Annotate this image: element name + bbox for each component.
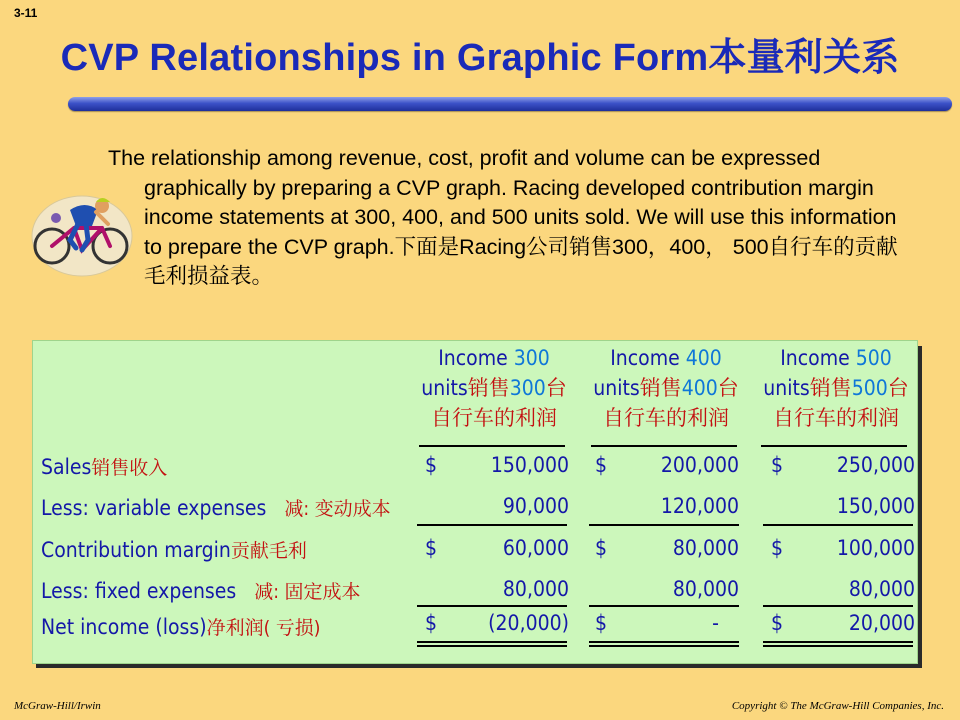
row-label-fixed-expenses: Less: fixed expenses 减: 固定成本 [41,579,361,603]
table-cell: $ 20,000 [771,611,915,635]
table-cell: 120,000 [660,494,739,518]
slide-number: 3-11 [14,6,38,20]
subtotal-rule [763,605,913,607]
header-underline [761,445,907,447]
subtotal-rule [417,605,567,607]
subtotal-rule [763,524,913,526]
column-header-500: Income 500 units销售500台 自行车的利润 [763,346,909,430]
table-cell: $ 200,000 [595,453,739,477]
row-label-contribution-margin: Contribution margin贡献毛利 [41,538,307,562]
table-cell: 150,000 [836,494,915,518]
footer-copyright: Copyright © The McGraw-Hill Companies, Inc. [731,700,944,712]
footer-publisher: McGraw-Hill/Irwin [14,700,101,712]
table-cell: 80,000 [502,577,569,601]
income-statement-panel [32,340,918,664]
slide-title: CVP Relationships in Graphic Form本量利关系 [60,37,900,79]
table-cell: $ 60,000 [425,536,569,560]
table-cell: $ 100,000 [771,536,915,560]
table-cell: $ - [595,611,719,635]
table-cell: 80,000 [672,577,739,601]
subtotal-rule [417,524,567,526]
table-cell: 80,000 [848,577,915,601]
column-header-300: Income 300 units销售300台 自行车的利润 [421,346,567,430]
table-cell: $ 80,000 [595,536,739,560]
header-underline [419,445,565,447]
total-double-rule [763,641,913,647]
body-paragraph: The relationship among revenue, cost, profit and volume can be expressed graphically by preparing a CVP graph. Racing developed contribution margin income statements at 300, 400, and 500 units sold. We will use this information to prepare the CVP graph.下面是Racing公司销售300，400， 500自行车的贡献毛利损益表。 [108,146,898,288]
row-label-sales: Sales销售收入 [41,455,168,479]
table-cell: $ 150,000 [425,453,569,477]
total-double-rule [417,641,567,647]
header-underline [591,445,737,447]
table-cell: 90,000 [502,494,569,518]
total-double-rule [589,641,739,647]
column-header-400: Income 400 units销售400台 自行车的利润 [593,346,739,430]
row-label-net-income: Net income (loss)净利润( 亏损) [41,615,321,639]
title-underline-bar [68,97,952,111]
subtotal-rule [589,524,739,526]
row-label-variable-expenses: Less: variable expenses 减: 变动成本 [41,496,391,520]
table-cell: $ 250,000 [771,453,915,477]
table-cell: $ (20,000) [425,611,569,635]
subtotal-rule [589,605,739,607]
